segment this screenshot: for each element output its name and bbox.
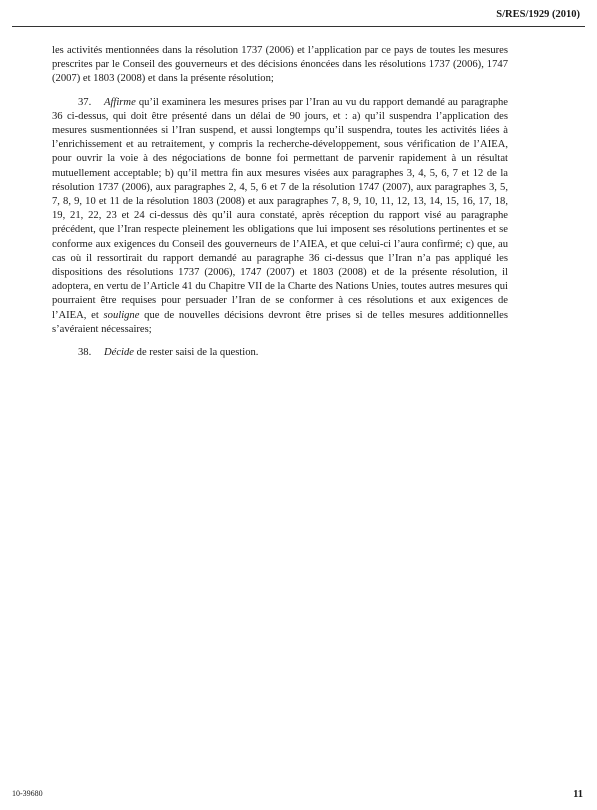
header-divider bbox=[12, 26, 585, 27]
document-symbol: S/RES/1929 (2010) bbox=[496, 9, 580, 20]
resolution-body bbox=[52, 44, 508, 360]
page-number: 11 bbox=[573, 789, 583, 800]
paragraph-37-operative-verb: Affirme bbox=[104, 96, 136, 108]
paragraph-38 bbox=[52, 346, 508, 360]
paragraph-38-operative-verb: Décide bbox=[104, 347, 134, 359]
paragraph-37 bbox=[52, 96, 508, 337]
paragraph-38-text: de rester saisi de la question. bbox=[134, 347, 259, 359]
document-number: 10-39680 bbox=[12, 789, 43, 798]
paragraph-37-text-end: que de nouvelles décisions devront être prises si de telles mesures additionnelles s’avéraient nécessaires; bbox=[52, 309, 508, 335]
paragraph-37-text: qu’il examinera les mesures prises par l’Iran au vu du rapport demandé au paragraphe 36 ci-dessus, qui doit être présenté dans un délai de 90 jours, et : a) qu’il suspendra l’application des mesures susmentionnées si l’Iran suspend, et aussi longtemps qu’il suspendra, toutes les activités liées à l’enrichissement et au retraitement, y compris la recherche-développement, sous vérification de l’AIEA, pour ouvrir la voie à des négociations de bonne foi permettant de parvenir rapidement à un résultat mutuellement acceptable; b) qu’il mettra fin aux mesures visées aux paragraphes 3, 4, 5, 6, 7 et 12 de la résolution 1737 (2006), aux paragraphes 2, 4, 5, 6 et 7 de la résolution 1747 (2007), aux paragraphes 3, 5, 7, 8, 9, 10 et 11 de la résolution 1803 (2008) et aux paragraphes 7, 8, 9, 10, 11, 12, 13, 14, 15, 16, 17, 18, 19, 21, 22, 23 et 24 ci-dessus dès qu’il aura constaté, après réception du rapport visé au paragraphe précédent, que l’Iran respecte pleinement les obligations que lui imposent ses résolutions pertinentes et se conforme aux exigences du Conseil des gouverneurs de l’AIEA, et que celui-ci l’aura confirmé; c) que, au cas où il ressortirait du rapport demandé au paragraphe 36 ci-dessus que l’Iran n’a pas appliqué les dispositions des résolutions 1737 (2006), 1747 (2007) et 1803 (2008) et de la présente résolution, il adoptera, en vertu de l’Article 41 du Chapitre VII de la Charte des Nations Unies, toutes autres mesures qui pourraient être requises pour persuader l’Iran de se conformer à ces résolutions et aux exigences de l’AIEA, et bbox=[52, 96, 508, 321]
paragraph-38-number: 38. bbox=[78, 347, 92, 359]
paragraph-37-number: 37. bbox=[78, 96, 92, 108]
paragraph-continuation: les activités mentionnées dans la résolution 1737 (2006) et l’application par ce pays de toutes les mesures prescrites par le Conseil des gouverneurs et des décisions énoncées dans les résolutions 1737 (2006), 1747 (2007) et 1803 (2008) et dans la présente résolution; bbox=[52, 45, 508, 85]
paragraph-37-emphasis: souligne bbox=[103, 309, 140, 321]
